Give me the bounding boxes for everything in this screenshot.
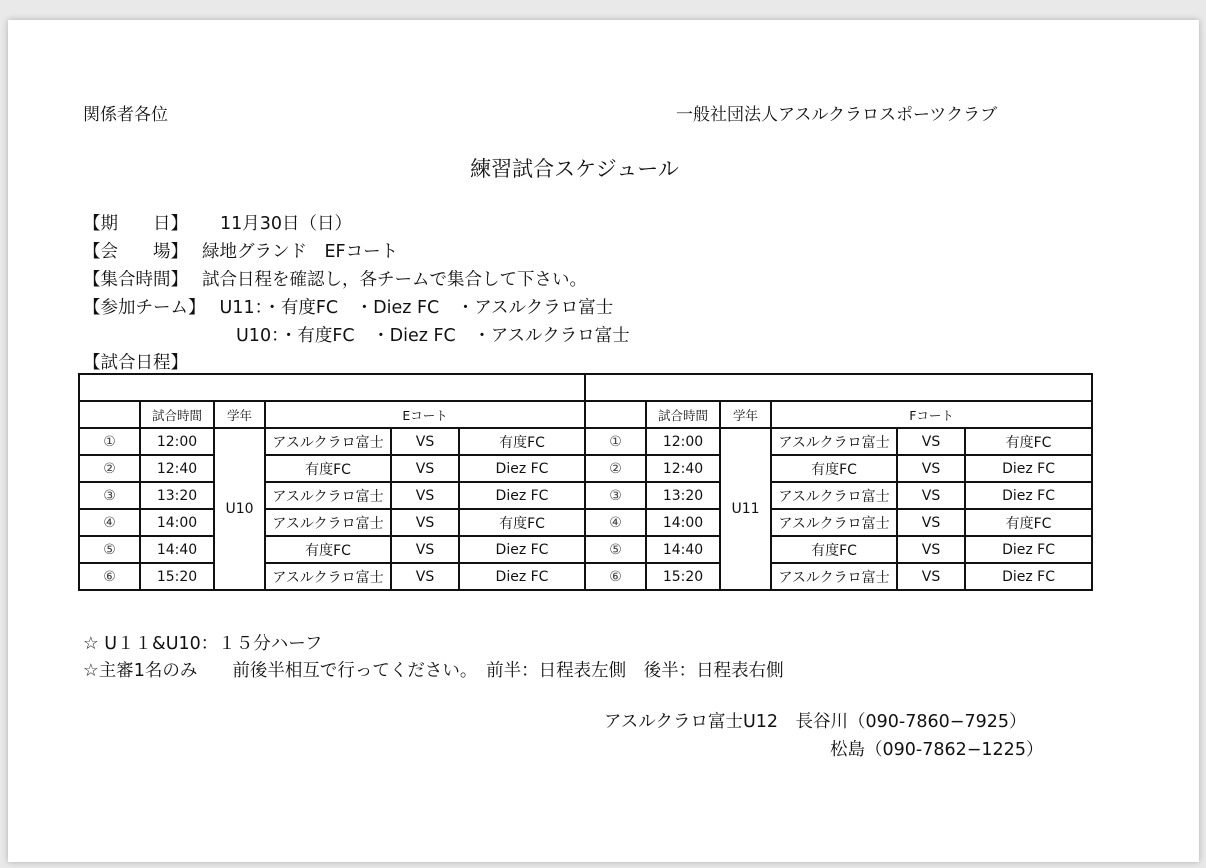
left-court-header: Eコート	[265, 401, 585, 428]
left-match-no: ③	[79, 482, 140, 509]
right-match-time: 14:40	[646, 536, 720, 563]
assembly-value: 試合日程を確認し，各チームで集合して下さい。	[202, 270, 587, 290]
schedule-label: 【試合日程】	[83, 353, 188, 373]
assembly-label: 【集合時間】	[83, 270, 188, 290]
info-venue	[83, 238, 398, 263]
right-match-no: ①	[585, 428, 646, 455]
left-grade-header: 学年	[214, 401, 265, 428]
note-match-length: ☆ U１１&U10：１５分ハーフ	[83, 634, 323, 654]
left-match-time: 13:20	[140, 482, 214, 509]
right-vs: VS	[897, 482, 965, 509]
right-home-team: アスルクラロ富士	[771, 509, 897, 536]
right-vs: VS	[897, 428, 965, 455]
right-home-team: アスルクラロ富士	[771, 428, 897, 455]
venue-label: 【会 場】	[83, 242, 188, 262]
addressee: 関係者各位	[83, 105, 168, 125]
right-court-header: Fコート	[771, 401, 1092, 428]
table-row	[79, 428, 1092, 455]
left-grade: U10	[214, 428, 265, 590]
right-home-team: アスルクラロ富士	[771, 482, 897, 509]
left-match-time: 15:20	[140, 563, 214, 590]
right-grade-header: 学年	[720, 401, 771, 428]
left-vs: VS	[391, 536, 459, 563]
left-match-time: 12:00	[140, 428, 214, 455]
left-vs: VS	[391, 563, 459, 590]
right-match-time: 15:20	[646, 563, 720, 590]
teams-u10: U10：・有度FC ・Diez FC ・アスルクラロ富士	[236, 326, 630, 346]
table-top-row	[79, 374, 1092, 401]
left-match-no: ④	[79, 509, 140, 536]
right-time-header: 試合時間	[646, 401, 720, 428]
left-away-team: Diez FC	[459, 536, 585, 563]
left-match-time: 14:40	[140, 536, 214, 563]
info-date	[83, 210, 352, 235]
info-assembly	[83, 266, 587, 291]
right-match-no: ⑥	[585, 563, 646, 590]
right-grade: U11	[720, 428, 771, 590]
left-match-time: 14:00	[140, 509, 214, 536]
left-no-header	[79, 401, 140, 428]
right-vs: VS	[897, 536, 965, 563]
date-label: 【期 日】	[83, 214, 188, 234]
left-away-team: Diez FC	[459, 455, 585, 482]
right-match-time: 12:00	[646, 428, 720, 455]
left-blank-header	[79, 374, 585, 401]
left-vs: VS	[391, 482, 459, 509]
table-header-row	[79, 401, 1092, 428]
left-match-no: ①	[79, 428, 140, 455]
venue-value: 緑地グランド EFコート	[202, 242, 399, 262]
left-match-no: ⑥	[79, 563, 140, 590]
left-away-team: 有度FC	[459, 509, 585, 536]
left-vs: VS	[391, 509, 459, 536]
left-time-header: 試合時間	[140, 401, 214, 428]
schedule-table	[78, 373, 1093, 591]
left-vs: VS	[391, 455, 459, 482]
left-home-team: アスルクラロ富士	[265, 428, 391, 455]
teams-label: 【参加チーム】	[83, 298, 206, 318]
right-match-no: ②	[585, 455, 646, 482]
document-title: 練習試合スケジュール	[470, 157, 679, 181]
left-home-team: アスルクラロ富士	[265, 563, 391, 590]
right-match-time: 12:40	[646, 455, 720, 482]
left-away-team: 有度FC	[459, 428, 585, 455]
left-home-team: アスルクラロ富士	[265, 482, 391, 509]
left-home-team: 有度FC	[265, 536, 391, 563]
right-home-team: アスルクラロ富士	[771, 563, 897, 590]
teams-u11: U11：・有度FC ・Diez FC ・アスルクラロ富士	[219, 298, 614, 318]
left-away-team: Diez FC	[459, 482, 585, 509]
left-home-team: 有度FC	[265, 455, 391, 482]
left-match-no: ⑤	[79, 536, 140, 563]
left-away-team: Diez FC	[459, 563, 585, 590]
left-match-no: ②	[79, 455, 140, 482]
right-away-team: Diez FC	[965, 536, 1092, 563]
right-match-no: ⑤	[585, 536, 646, 563]
right-home-team: 有度FC	[771, 536, 897, 563]
right-match-time: 14:00	[646, 509, 720, 536]
right-vs: VS	[897, 509, 965, 536]
left-home-team: アスルクラロ富士	[265, 509, 391, 536]
left-vs: VS	[391, 428, 459, 455]
info-teams	[83, 294, 613, 319]
document-page	[8, 20, 1199, 862]
right-away-team: Diez FC	[965, 563, 1092, 590]
left-match-time: 12:40	[140, 455, 214, 482]
right-match-no: ③	[585, 482, 646, 509]
contact-secondary: 松島（090-7862−1225）	[830, 740, 1044, 760]
right-away-team: 有度FC	[965, 428, 1092, 455]
right-away-team: Diez FC	[965, 455, 1092, 482]
right-match-no: ④	[585, 509, 646, 536]
right-away-team: Diez FC	[965, 482, 1092, 509]
right-vs: VS	[897, 455, 965, 482]
right-no-header	[585, 401, 646, 428]
right-home-team: 有度FC	[771, 455, 897, 482]
right-away-team: 有度FC	[965, 509, 1092, 536]
right-match-time: 13:20	[646, 482, 720, 509]
right-blank-header	[585, 374, 1092, 401]
organization-name: 一般社団法人アスルクラロスポーツクラブ	[676, 105, 998, 125]
contact-primary: アスルクラロ富士U12 長谷川（090-7860−7925）	[604, 712, 1027, 732]
note-referee: ☆主審1名のみ 前後半相互で行ってください。 前半：日程表左側 後半：日程表右側	[83, 661, 784, 681]
date-value: 11月30日（日）	[220, 214, 353, 234]
right-vs: VS	[897, 563, 965, 590]
